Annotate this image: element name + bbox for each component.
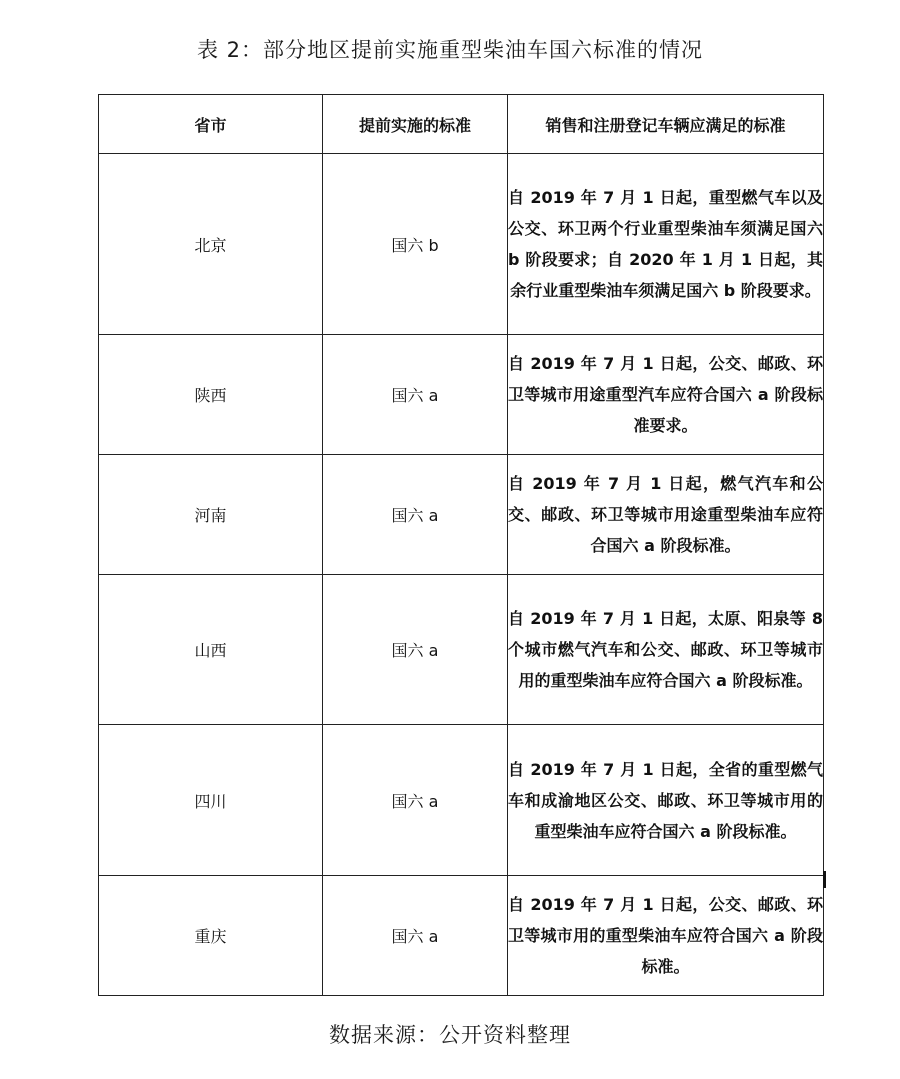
table-row [99,335,824,455]
text-cursor-mark [823,871,826,888]
header-requirement: 销售和注册登记车辆应满足的标准 [508,95,824,154]
cell-province: 北京 [99,154,323,335]
cell-standard: 国六 a [323,725,508,876]
cell-requirement: 自 2019 年 7 月 1 日起，重型燃气车以及公交、环卫两个行业重型柴油车须满足国六 b 阶段要求；自 2020 年 1 月 1 日起，其余行业重型柴油车须满足国六 b 阶段要求。 [508,154,824,335]
cell-province: 重庆 [99,876,323,996]
standards-table [98,94,824,996]
cell-standard: 国六 a [323,876,508,996]
table-row [99,575,824,725]
header-province: 省市 [99,95,323,154]
table-row [99,455,824,575]
cell-requirement: 自 2019 年 7 月 1 日起，燃气汽车和公交、邮政、环卫等城市用途重型柴油车应符合国六 a 阶段标准。 [508,455,824,575]
source-note: 数据来源：公开资料整理 [329,1023,571,1047]
header-early-standard: 提前实施的标准 [323,95,508,154]
table-header-row [99,95,824,154]
table-caption: 表 2：部分地区提前实施重型柴油车国六标准的情况 [196,38,704,62]
cell-standard: 国六 a [323,455,508,575]
cell-requirement: 自 2019 年 7 月 1 日起，公交、邮政、环卫等城市用途重型汽车应符合国六 a 阶段标准要求。 [508,335,824,455]
cell-province: 河南 [99,455,323,575]
cell-province: 四川 [99,725,323,876]
cell-requirement: 自 2019 年 7 月 1 日起，全省的重型燃气车和成渝地区公交、邮政、环卫等城市用的重型柴油车应符合国六 a 阶段标准。 [508,725,824,876]
cell-province: 陕西 [99,335,323,455]
cell-standard: 国六 a [323,335,508,455]
cell-standard: 国六 a [323,575,508,725]
table-row [99,725,824,876]
cell-requirement: 自 2019 年 7 月 1 日起，太原、阳泉等 8 个城市燃气汽车和公交、邮政、环卫等城市用的重型柴油车应符合国六 a 阶段标准。 [508,575,824,725]
cell-province: 山西 [99,575,323,725]
table-row [99,154,824,335]
cell-standard: 国六 b [323,154,508,335]
cell-requirement: 自 2019 年 7 月 1 日起，公交、邮政、环卫等城市用的重型柴油车应符合国六 a 阶段标准。 [508,876,824,996]
table-row [99,876,824,996]
